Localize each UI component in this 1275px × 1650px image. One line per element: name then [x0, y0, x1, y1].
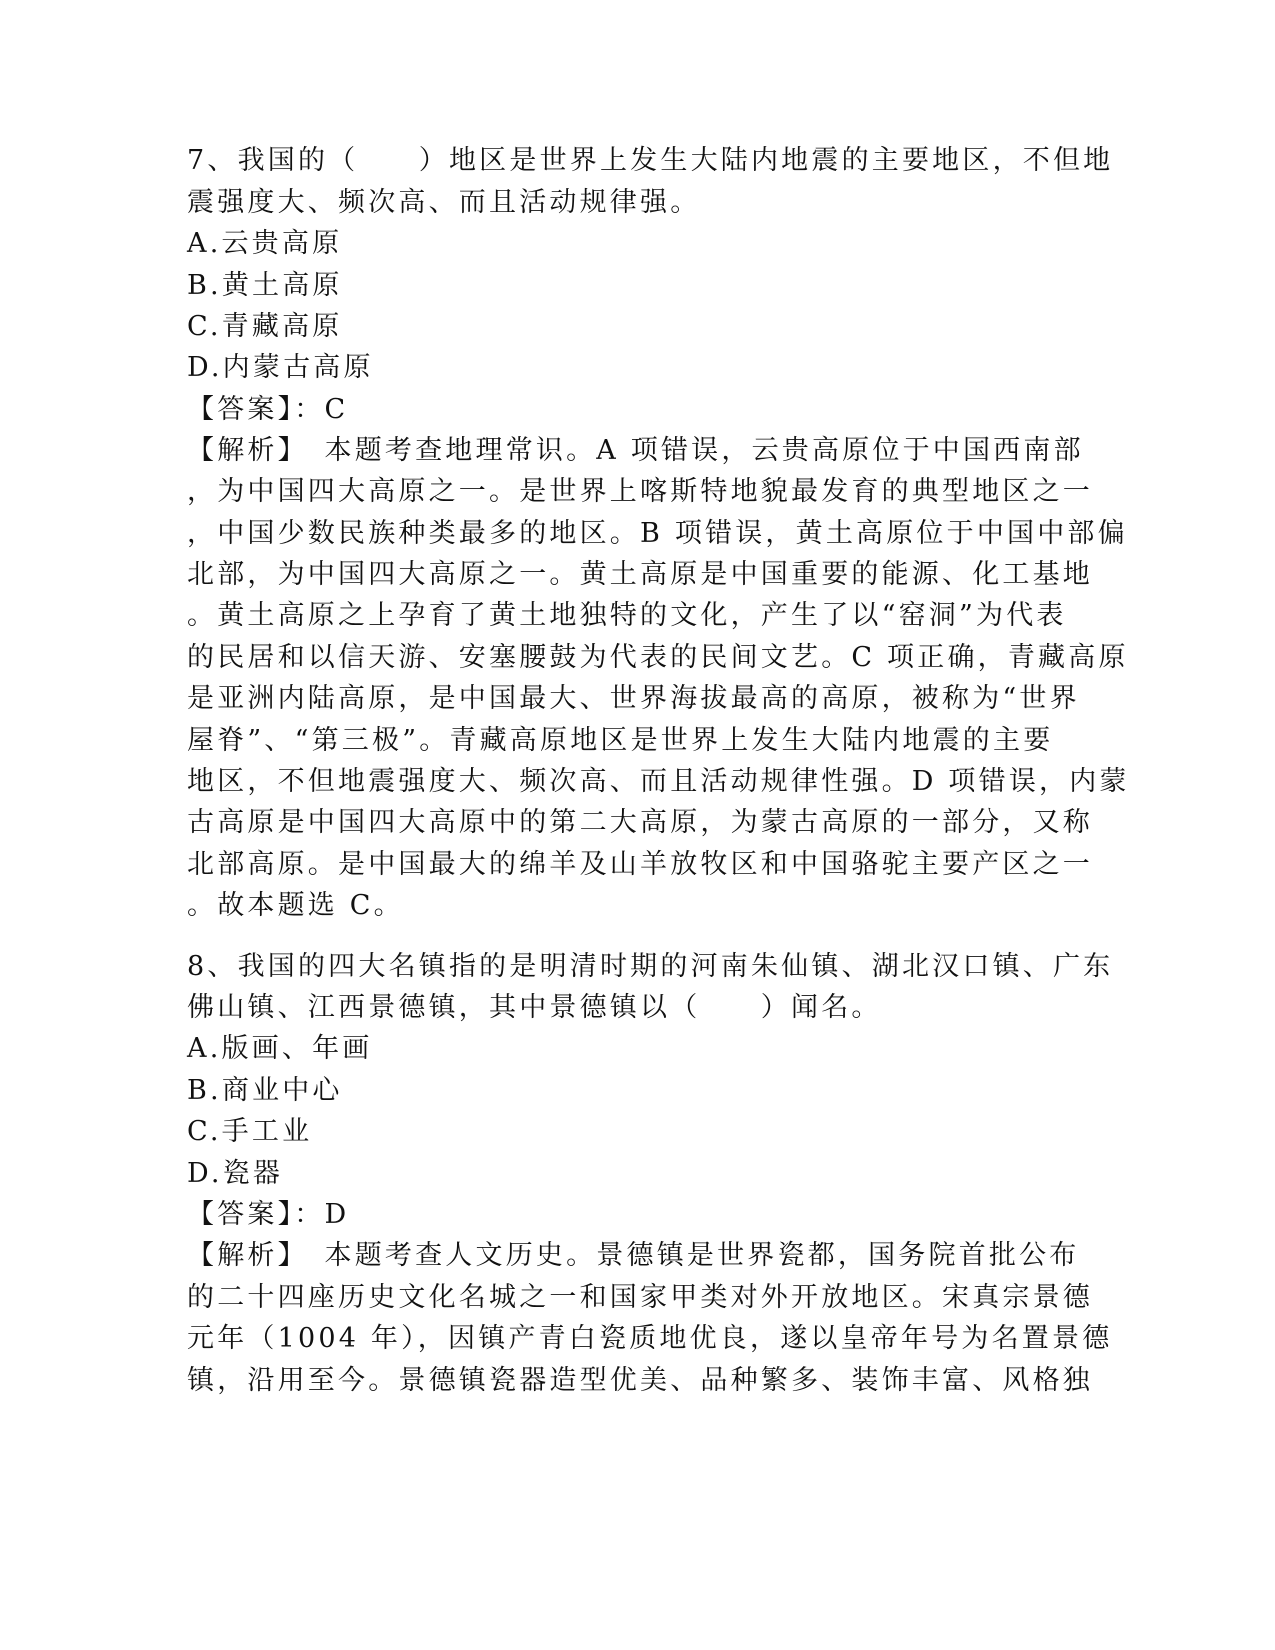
q7-analysis-line: 北部高原。是中国最大的绵羊及山羊放牧区和中国骆驼主要产区之一 [187, 849, 1093, 880]
q8-analysis-line: 的二十四座历史文化名城之一和国家甲类对外开放地区。宋真宗景德 [187, 1282, 1093, 1313]
q8-stem-line-1: 8、我国的四大名镇指的是明清时期的河南朱仙镇、湖北汉口镇、广东 [187, 951, 1114, 982]
q8-analysis-line: 镇，沿用至今。景德镇瓷器造型优美、品种繁多、装饰丰富、风格独 [187, 1365, 1093, 1396]
q7-option-c: C.青藏高原 [187, 311, 343, 342]
q7-answer: 【答案】：C [187, 394, 349, 425]
q7-analysis-line: 是亚洲内陆高原，是中国最大、世界海拔最高的高原，被称为“世界 [187, 683, 1080, 714]
q7-analysis-line: 地区，不但地震强度大、频次高、而且活动规律性强。D 项错误，内蒙 [187, 766, 1130, 797]
q7-analysis-line: 【解析】 本题考查地理常识。A 项错误，云贵高原位于中国西南部 [187, 435, 1084, 466]
q7-analysis-line: 北部，为中国四大高原之一。黄土高原是中国重要的能源、化工基地 [187, 559, 1093, 590]
q7-analysis-line: ，为中国四大高原之一。是世界上喀斯特地貌最发育的典型地区之一 [187, 476, 1093, 507]
q7-analysis-line: 的民居和以信天游、安塞腰鼓为代表的民间文艺。C 项正确，青藏高原 [187, 642, 1129, 673]
q7-option-d: D.内蒙古高原 [187, 352, 374, 383]
q8-option-d: D.瓷器 [187, 1158, 284, 1189]
q8-option-b: B.商业中心 [187, 1075, 343, 1106]
q7-analysis-line: 。黄土高原之上孕育了黄土地独特的文化，产生了以“窑洞”为代表 [187, 600, 1067, 631]
q7-analysis-line: 屋脊”、“第三极”。青藏高原地区是世界上发生大陆内地震的主要 [187, 725, 1054, 756]
q8-analysis-line: 元年（1004 年），因镇产青白瓷质地优良，遂以皇帝年号为名置景德 [187, 1323, 1113, 1354]
q8-option-a: A.版画、年画 [187, 1033, 373, 1064]
q7-stem-line-2: 震强度大、频次高、而且活动规律强。 [187, 187, 701, 218]
q7-option-a: A.云贵高原 [187, 228, 343, 259]
q8-answer: 【答案】：D [187, 1199, 350, 1230]
q7-analysis-line: ，中国少数民族种类最多的地区。B 项错误，黄土高原位于中国中部偏 [187, 518, 1128, 549]
q8-analysis-line: 【解析】 本题考查人文历史。景德镇是世界瓷都，国务院首批公布 [187, 1240, 1080, 1271]
q7-option-b: B.黄土高原 [187, 270, 343, 301]
q7-analysis-line: 古高原是中国四大高原中的第二大高原，为蒙古高原的一部分，又称 [187, 807, 1093, 838]
q7-stem-line-1: 7、我国的（ ）地区是世界上发生大陆内地震的主要地区，不但地 [187, 145, 1114, 176]
q8-stem-line-2: 佛山镇、江西景德镇，其中景德镇以（ ）闻名。 [187, 992, 882, 1023]
q8-option-c: C.手工业 [187, 1116, 313, 1147]
q7-analysis-line: 。故本题选 C。 [187, 890, 404, 921]
